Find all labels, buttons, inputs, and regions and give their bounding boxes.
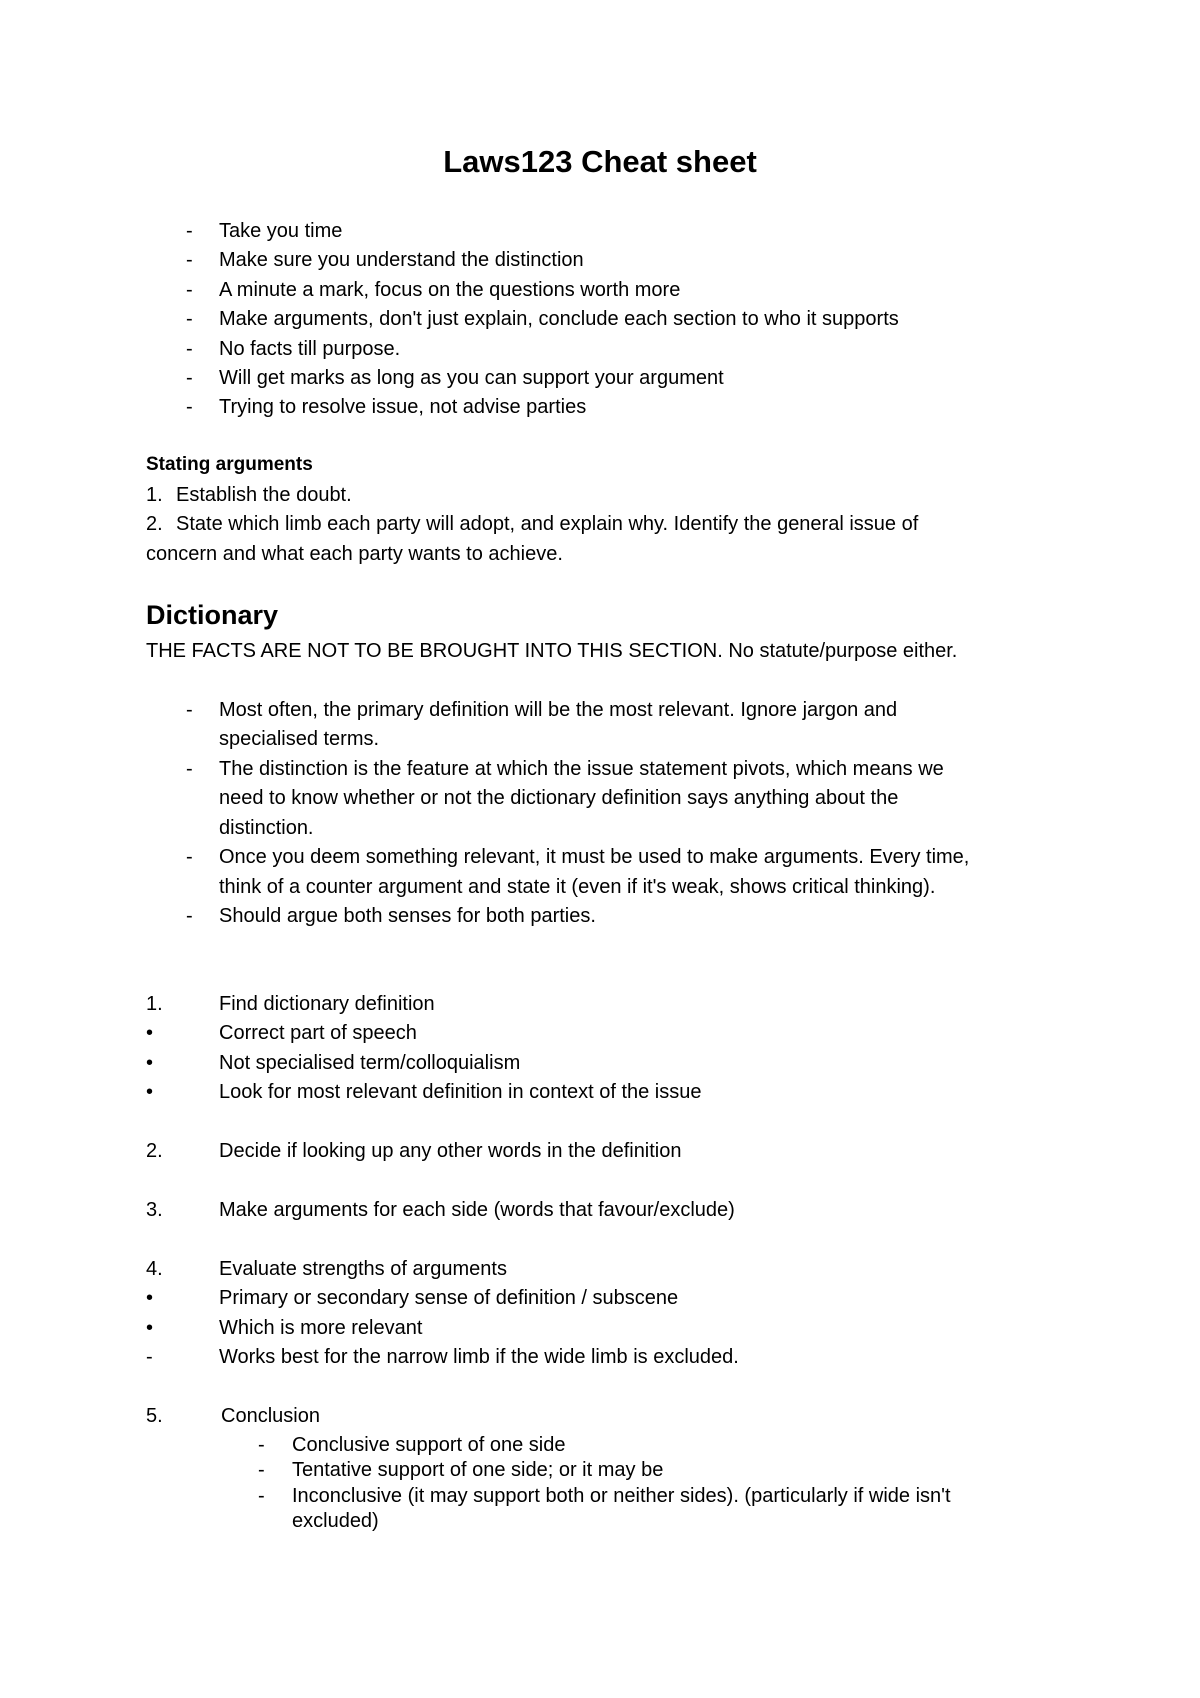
bullet-marker: •	[146, 1081, 154, 1103]
bullet-marker: •	[146, 1022, 154, 1044]
stating-item-number: 2.	[146, 513, 163, 535]
dash-marker: -	[186, 758, 193, 780]
dash-marker: -	[186, 338, 193, 360]
step-5-subitem: excluded)	[292, 1510, 379, 1532]
dictionary-bullet-line: Once you deem something relevant, it must be used to make arguments. Every time,	[219, 846, 970, 868]
dictionary-bullet-line: distinction.	[219, 817, 314, 839]
step-5-subitem: Tentative support of one side; or it may be	[292, 1459, 664, 1481]
step-2-text: Decide if looking up any other words in the definition	[219, 1140, 682, 1162]
step-1-subitem: Not specialised term/colloquialism	[219, 1052, 521, 1074]
dash-marker: -	[258, 1485, 265, 1507]
bullet-marker: •	[146, 1317, 154, 1339]
page-title: Laws123 Cheat sheet	[443, 144, 757, 179]
dash-marker: -	[186, 905, 193, 927]
step-number: 1.	[146, 993, 163, 1015]
bullet-marker: •	[146, 1052, 154, 1074]
dictionary-bullet-line: The distinction is the feature at which the issue statement pivots, which means we	[219, 758, 944, 780]
step-4-subitem: Primary or secondary sense of definition / subscene	[219, 1287, 679, 1309]
intro-bullet: Make arguments, don't just explain, conclude each section to who it supports	[219, 308, 899, 330]
dash-marker: -	[186, 396, 193, 418]
step-1-text: Find dictionary definition	[219, 993, 435, 1015]
stating-item: Establish the doubt.	[176, 484, 352, 506]
dictionary-bullet-line: specialised terms.	[219, 728, 380, 750]
intro-bullet: A minute a mark, focus on the questions worth more	[219, 279, 681, 301]
stating-item-number: 1.	[146, 484, 163, 506]
step-5-subitem: Conclusive support of one side	[292, 1434, 566, 1456]
stating-arguments-heading: Stating arguments	[146, 454, 313, 475]
dash-marker: -	[146, 1346, 153, 1368]
step-3-text: Make arguments for each side (words that favour/exclude)	[219, 1199, 735, 1221]
step-1-subitem: Look for most relevant definition in context of the issue	[219, 1081, 702, 1103]
intro-bullet: No facts till purpose.	[219, 338, 401, 360]
bullet-marker: •	[146, 1287, 154, 1309]
dictionary-note: THE FACTS ARE NOT TO BE BROUGHT INTO THIS SECTION. No statute/purpose either.	[146, 640, 958, 662]
intro-bullet: Trying to resolve issue, not advise parties	[219, 396, 587, 418]
step-number: 4.	[146, 1258, 163, 1280]
dash-marker: -	[258, 1434, 265, 1456]
dictionary-heading: Dictionary	[146, 600, 279, 630]
step-4-subitem: Which is more relevant	[219, 1317, 423, 1339]
step-4-dash-item: Works best for the narrow limb if the wide limb is excluded.	[219, 1346, 739, 1368]
step-5-subitem: Inconclusive (it may support both or neither sides). (particularly if wide isn't	[292, 1485, 951, 1507]
step-1-subitem: Correct part of speech	[219, 1022, 417, 1044]
step-number: 3.	[146, 1199, 163, 1221]
dash-marker: -	[186, 367, 193, 389]
step-number: 5.	[146, 1405, 163, 1427]
intro-bullet: Will get marks as long as you can support your argument	[219, 367, 724, 389]
stating-item: State which limb each party will adopt, and explain why. Identify the general issue of	[176, 513, 919, 535]
dash-marker: -	[186, 308, 193, 330]
dash-marker: -	[186, 699, 193, 721]
dictionary-bullet-line: Should argue both senses for both parties.	[219, 905, 596, 927]
dictionary-bullet-line: Most often, the primary definition will be the most relevant. Ignore jargon and	[219, 699, 898, 721]
dash-marker: -	[186, 220, 193, 242]
dictionary-bullet-line: need to know whether or not the dictionary definition says anything about the	[219, 787, 899, 809]
dictionary-bullet-line: think of a counter argument and state it (even if it's weak, shows critical thinking).	[219, 876, 936, 898]
dash-marker: -	[258, 1459, 265, 1481]
dash-marker: -	[186, 279, 193, 301]
stating-item-continuation: concern and what each party wants to achieve.	[146, 543, 563, 565]
step-number: 2.	[146, 1140, 163, 1162]
intro-bullet: Take you time	[219, 220, 343, 242]
intro-bullet: Make sure you understand the distinction	[219, 249, 584, 271]
dash-marker: -	[186, 249, 193, 271]
dash-marker: -	[186, 846, 193, 868]
step-5-text: Conclusion	[221, 1405, 320, 1427]
step-4-text: Evaluate strengths of arguments	[219, 1258, 507, 1280]
